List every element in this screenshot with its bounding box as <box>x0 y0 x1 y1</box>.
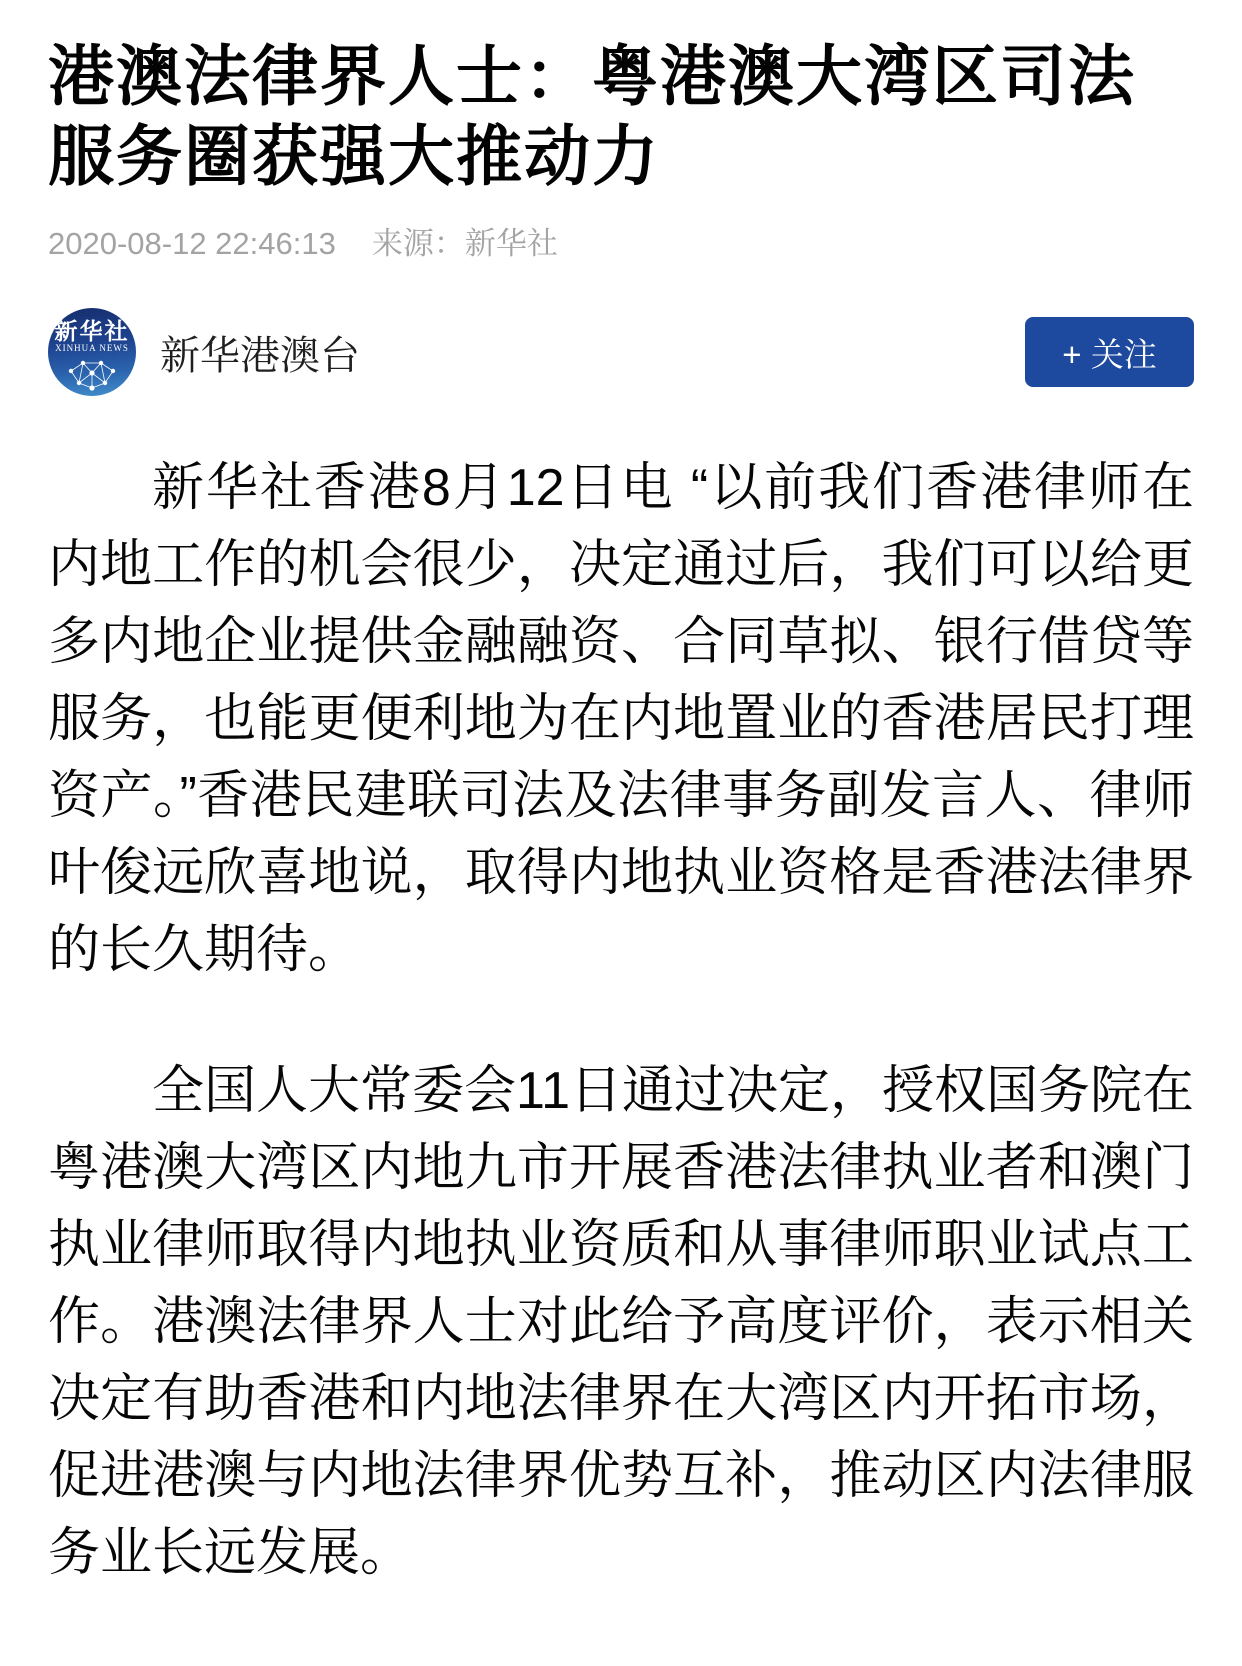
article-paragraph: 全国人大常委会11日通过决定，授权国务院在粤港澳大湾区内地九市开展香港法律执业者和澳门执业律师取得内地执业资质和从事律师职业试点工作。港澳法律界人士对此给予高度评价，表示相关决定有助香港和内地法律界在大湾区内开拓市场，促进港澳与内地法律界优势互补，推动区内法律服务业长远发展。 <box>48 1062 1194 1582</box>
article-body <box>48 450 1194 1592</box>
source-label: 来源：新华社 <box>371 226 558 261</box>
avatar-logo-cn-text: 新华社 <box>54 318 130 344</box>
constellation-icon <box>63 357 121 391</box>
publish-timestamp: 2020-08-12 22:46:13 <box>48 226 336 261</box>
article-title: 港澳法律界人士：粤港澳大湾区司法服务圈获强大推动力 <box>48 39 1136 193</box>
author-name[interactable]: 新华港澳台 <box>160 333 360 378</box>
article-page <box>0 36 1242 1592</box>
follow-button[interactable]: + 关注 <box>1025 317 1194 387</box>
avatar-logo-en-text: XINHUA NEWS <box>55 343 129 353</box>
article-meta <box>48 222 1194 266</box>
article-paragraph: 新华社香港8月12日电 “以前我们香港律师在内地工作的机会很少，决定通过后，我们可以给更多内地企业提供金融融资、合同草拟、银行借贷等服务，也能更便利地为在内地置业的香港居民打理资产。”香港民建联司法及法律事务副发言人、律师叶俊远欣喜地说，取得内地执业资格是香港法律界的长久期待。 <box>48 459 1194 979</box>
author-avatar[interactable] <box>48 308 136 396</box>
author-row <box>48 306 1194 398</box>
